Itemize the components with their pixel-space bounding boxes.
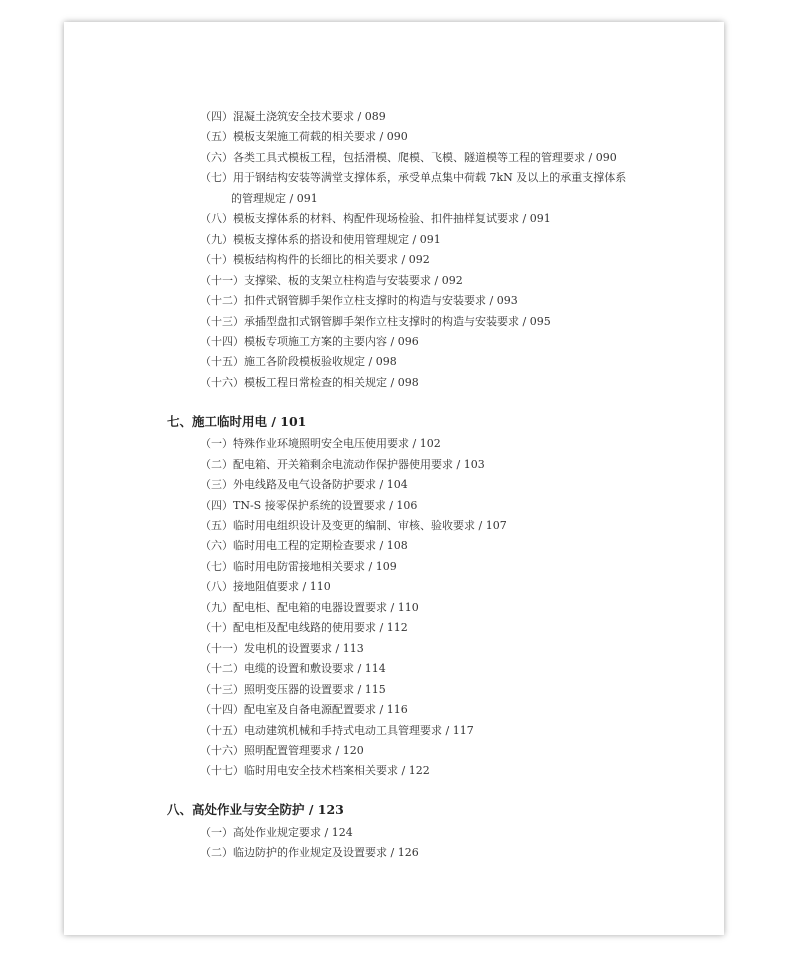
toc-entry[interactable]: （九）配电柜、配电箱的电器设置要求 / 110 — [200, 600, 419, 614]
document-page — [64, 22, 724, 935]
toc-entry[interactable]: （三）外电线路及电气设备防护要求 / 104 — [200, 478, 408, 492]
toc-entry[interactable]: （十二）电缆的设置和敷设要求 / 114 — [200, 662, 386, 676]
toc-entry[interactable]: （九）模板支撑体系的搭设和使用管理规定 / 091 — [200, 232, 441, 246]
toc-entry[interactable]: （二）临边防护的作业规定及设置要求 / 126 — [200, 846, 419, 860]
toc-entry[interactable]: （十六）照明配置管理要求 / 120 — [200, 743, 364, 757]
toc-entry[interactable]: （五）临时用电组织设计及变更的编制、审核、验收要求 / 107 — [200, 519, 507, 532]
toc-chapter-heading[interactable]: 八、高处作业与安全防护 / 123 — [167, 802, 344, 818]
toc-entry[interactable]: （四）TN-S 接零保护系统的设置要求 / 106 — [200, 498, 418, 512]
toc-entry[interactable]: （二）配电箱、开关箱剩余电流动作保护器使用要求 / 103 — [200, 457, 485, 471]
toc-entry[interactable]: （十）模板结构构件的长细比的相关要求 / 092 — [200, 253, 430, 267]
toc-entry[interactable]: （十七）临时用电安全技术档案相关要求 / 122 — [200, 764, 430, 778]
toc-entry[interactable]: （十）配电柜及配电线路的使用要求 / 112 — [200, 621, 408, 635]
toc-entry[interactable]: 的管理规定 / 091 — [231, 191, 318, 205]
toc-entry[interactable]: （四）混凝土浇筑安全技术要求 / 089 — [200, 110, 386, 123]
toc-entry[interactable]: （八）接地阻值要求 / 110 — [200, 580, 331, 594]
toc-entry[interactable]: （六）各类工具式模板工程，包括滑模、爬模、飞模、隧道模等工程的管理要求 / 090 — [200, 150, 617, 164]
toc-entry[interactable]: （十四）配电室及自备电源配置要求 / 116 — [200, 703, 408, 717]
toc-entry[interactable]: （十五）施工各阶段模板验收规定 / 098 — [200, 355, 397, 369]
toc-entry[interactable]: （七）临时用电防雷接地相关要求 / 109 — [200, 559, 397, 573]
toc-entry[interactable]: （一）高处作业规定要求 / 124 — [200, 825, 353, 839]
toc-entry[interactable]: （一）特殊作业环境照明安全电压使用要求 / 102 — [200, 437, 441, 451]
toc-entry[interactable]: （十五）电动建筑机械和手持式电动工具管理要求 / 117 — [200, 723, 474, 737]
toc-entry[interactable]: （八）模板支撑体系的材料、构配件现场检验、扣件抽样复试要求 / 091 — [200, 212, 551, 226]
toc-entry[interactable]: （六）临时用电工程的定期检查要求 / 108 — [200, 539, 408, 553]
toc-chapter-heading[interactable]: 七、施工临时用电 / 101 — [167, 413, 307, 429]
toc-entry[interactable]: （十三）照明变压器的设置要求 / 115 — [200, 682, 386, 696]
toc-entry[interactable]: （十二）扣件式钢管脚手架作立柱支撑时的构造与安装要求 / 093 — [200, 294, 518, 308]
toc-entry[interactable]: （五）模板支架施工荷载的相关要求 / 090 — [200, 130, 408, 144]
toc-entry[interactable]: （十一）支撑梁、板的支架立柱构造与安装要求 / 092 — [200, 273, 463, 287]
toc-entry[interactable]: （七）用于钢结构安装等满堂支撑体系，承受单点集中荷载 7kN 及以上的承重支撑体系 — [200, 171, 627, 185]
toc-entry[interactable]: （十一）发电机的设置要求 / 113 — [200, 641, 364, 655]
toc-entry[interactable]: （十三）承插型盘扣式钢管脚手架作立柱支撑时的构造与安装要求 / 095 — [200, 314, 551, 328]
toc-entry[interactable]: （十六）模板工程日常检查的相关规定 / 098 — [200, 375, 419, 389]
toc-entry[interactable]: （十四）模板专项施工方案的主要内容 / 096 — [200, 334, 419, 348]
